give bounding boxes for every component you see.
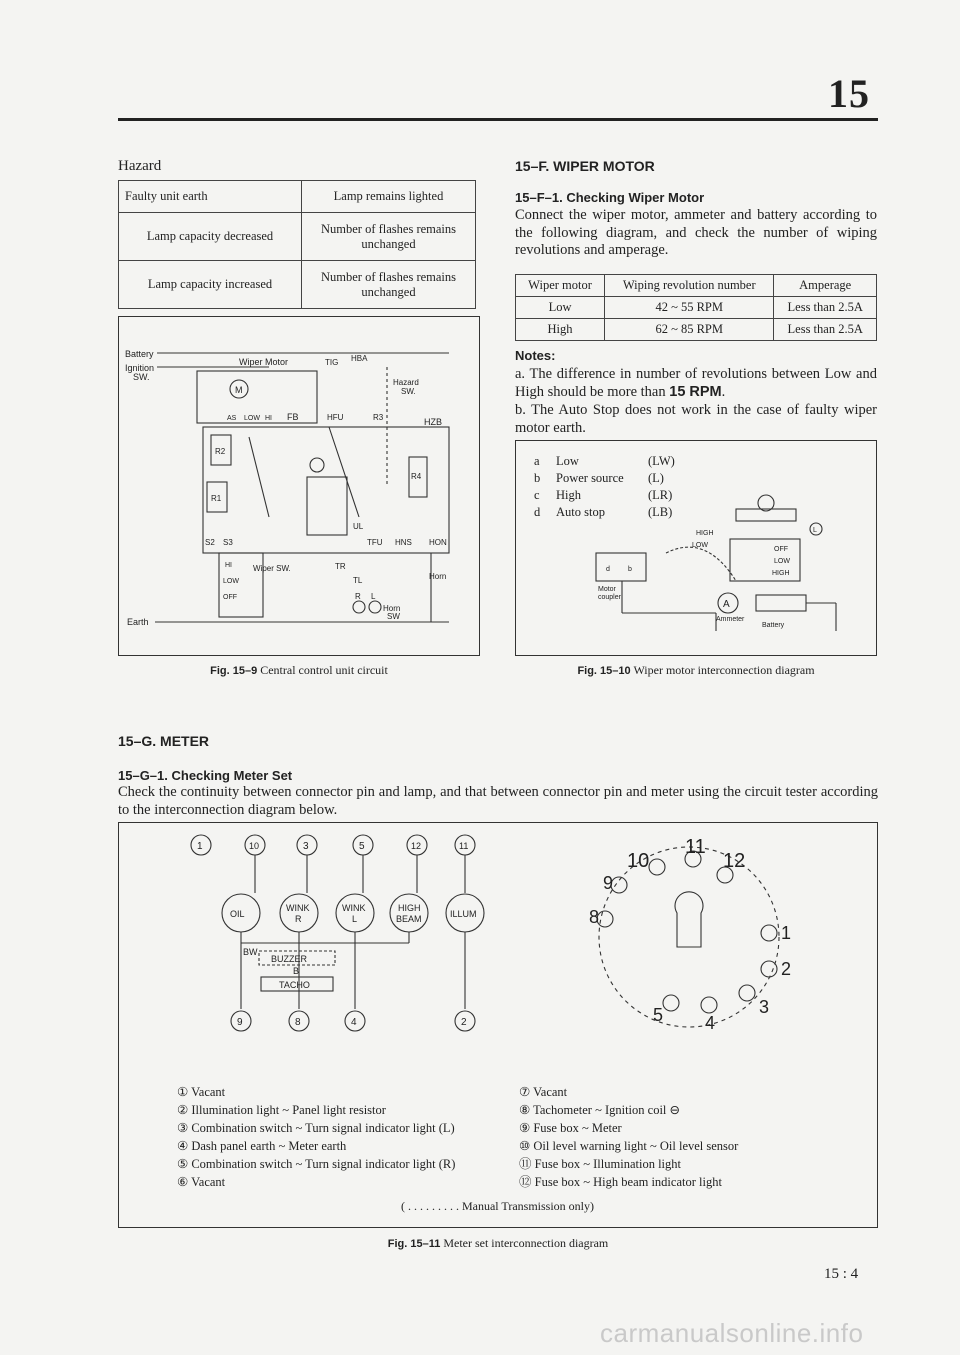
fig11-caption-num: Fig. 15–11	[387, 1238, 441, 1250]
lamp-label: HIGH	[398, 903, 421, 913]
label-horn: Horn	[429, 572, 447, 581]
hazard-symptom: Lamp remains lighted	[302, 181, 476, 213]
legend-code: (L)	[648, 471, 664, 485]
legend-num: ②	[177, 1102, 189, 1117]
chapter-number: 15	[828, 71, 870, 116]
legend-row	[177, 1155, 517, 1173]
label-hba: HBA	[351, 354, 368, 363]
legend-text: Fuse box ~ Meter	[533, 1121, 622, 1135]
lamp-label: L	[352, 914, 358, 924]
fig11-legend-right	[519, 1083, 859, 1191]
legend-text: Combination switch ~ Turn signal indicator light (L)	[191, 1121, 455, 1135]
label-hazard-sw: Hazard	[393, 378, 419, 387]
table-header	[516, 275, 877, 297]
pin-label: 8	[295, 1017, 301, 1028]
legend-name: Auto stop	[556, 505, 605, 519]
pin-label: 12	[411, 841, 422, 851]
legend-row	[177, 1101, 517, 1119]
legend-row	[519, 1173, 859, 1191]
legend-key: c	[534, 488, 540, 502]
legend-name: High	[556, 488, 581, 502]
table-cell: Low	[516, 297, 605, 319]
connector-pin-label: 8	[589, 907, 600, 927]
legend-row	[177, 1173, 517, 1191]
label-b: B	[293, 966, 300, 976]
table-row	[516, 297, 877, 319]
label-s2: S2	[205, 538, 215, 547]
legend-row	[177, 1083, 517, 1101]
connector-outline	[599, 847, 779, 1027]
hazard-table-wrap	[118, 180, 476, 309]
legend-row	[519, 1119, 859, 1137]
table-cell: 62 ~ 85 RPM	[605, 319, 774, 341]
lamp-label: R	[295, 914, 302, 924]
legend-text: Dash panel earth ~ Meter earth	[191, 1139, 347, 1153]
connector-pin-label: 4	[705, 1013, 716, 1033]
table-cell: High	[516, 319, 605, 341]
table-cell: Less than 2.5A	[774, 297, 877, 319]
note-b: b. The Auto Stop does not work in the case of faulty wiper motor earth.	[515, 402, 877, 436]
label-hi2: HI	[225, 562, 232, 569]
label-hns: HNS	[395, 538, 412, 547]
pin-label: 9	[237, 1017, 243, 1028]
label-low2: LOW	[223, 578, 239, 585]
legend-text: Vacant	[191, 1175, 226, 1189]
fig11-footnote: ( . . . . . . . . . Manual Transmission only)	[400, 1199, 594, 1213]
lamp-label: WINK	[342, 903, 366, 913]
label-d: d	[606, 566, 610, 573]
col-header: Wiping revolution number	[605, 275, 774, 297]
legend-num: ⑩	[519, 1138, 531, 1153]
legend-key: d	[534, 505, 541, 519]
legend-text: Tachometer ~ Ignition coil ⊖	[533, 1103, 680, 1117]
col-header: Amperage	[774, 275, 877, 297]
label-low: LOW	[692, 542, 708, 549]
meter-section-title: 15–G. METER	[118, 733, 210, 749]
hazard-table	[118, 180, 476, 309]
hazard-cause: Lamp capacity increased	[119, 261, 302, 309]
connector-pin-label: 11	[685, 836, 706, 858]
watermark: carmanualsonline.info	[600, 1318, 864, 1348]
central-control-circuit-diagram	[119, 317, 478, 654]
label-wiper-motor: Wiper Motor	[239, 357, 289, 367]
legend-num: ⑤	[177, 1156, 189, 1171]
label-b: b	[628, 566, 632, 573]
header-rule	[118, 118, 878, 121]
hazard-symptom: Number of flashes remains unchanged	[302, 213, 476, 261]
legend-code: (LR)	[648, 488, 673, 502]
label-r4: R4	[411, 472, 422, 481]
wiper-table	[515, 274, 877, 341]
lamp-label: ILLUM	[450, 909, 477, 919]
wiper-interconnection-diagram	[516, 441, 875, 654]
legend-code: (LW)	[648, 454, 675, 468]
label-l: L	[813, 527, 817, 534]
label-as: AS	[227, 415, 237, 422]
legend-key: b	[534, 471, 541, 485]
wiper-section-title: 15–F. WIPER MOTOR	[515, 158, 655, 174]
hazard-cause: Faulty unit earth	[119, 181, 302, 213]
table-row	[516, 319, 877, 341]
fig9-caption	[118, 663, 480, 678]
label-tl: TL	[353, 576, 363, 585]
lamp-wink-l	[336, 894, 374, 932]
pin-label: 1	[197, 841, 203, 852]
legend-row	[519, 1155, 859, 1173]
legend-text: Vacant	[533, 1085, 568, 1099]
legend-text: Vacant	[191, 1085, 226, 1099]
label-high2: HIGH	[772, 570, 790, 577]
label-coupler: coupler	[598, 594, 621, 601]
connector-pin-label: 10	[627, 850, 650, 872]
lamp-label: OIL	[230, 909, 245, 919]
legend-num: ⑫	[519, 1174, 532, 1189]
label-motor: Motor	[598, 586, 616, 593]
table-cell: Less than 2.5A	[774, 319, 877, 341]
label-ll: L	[371, 592, 376, 601]
label-tr: TR	[335, 562, 346, 571]
table-row	[119, 213, 476, 261]
connector-pin-label: 9	[603, 873, 614, 893]
legend-num: ⑥	[177, 1174, 189, 1189]
label-ammeter: Ammeter	[716, 616, 745, 623]
legend-num: ⑦	[519, 1084, 531, 1099]
fig11-caption	[118, 1236, 878, 1251]
connector-key	[675, 892, 703, 947]
fig9-caption-text: Central control unit circuit	[260, 663, 388, 677]
fig10-caption	[515, 663, 877, 678]
legend-num: ⑧	[519, 1102, 531, 1117]
legend-num: ①	[177, 1084, 189, 1099]
label-rl: R	[355, 592, 361, 601]
pin-label: 2	[461, 1017, 467, 1028]
lamp-high-beam	[390, 894, 428, 932]
legend-row	[519, 1137, 859, 1155]
legend-num: ⑨	[519, 1120, 531, 1135]
connector-pin-label: 3	[759, 997, 770, 1017]
pin-label: 4	[351, 1017, 357, 1028]
legend-row	[177, 1119, 517, 1137]
connector-pin-label: 2	[781, 959, 792, 979]
label-hazard-sw2: SW.	[401, 387, 416, 396]
connector-pin-label: 12	[723, 850, 746, 872]
table-cell: 42 ~ 55 RPM	[605, 297, 774, 319]
page-number: 15 : 4	[824, 1266, 859, 1282]
notes-title: Notes:	[515, 348, 556, 363]
fig11-frame	[118, 822, 878, 1228]
meter-interconnection-diagram	[119, 823, 876, 1083]
label-m: M	[235, 385, 243, 395]
label-low2: LOW	[774, 558, 790, 565]
table-row	[119, 261, 476, 309]
hazard-title: Hazard	[118, 158, 162, 174]
label-high: HIGH	[696, 530, 714, 537]
label-sw: SW.	[133, 372, 150, 382]
legend-text: Oil level warning light ~ Oil level sensor	[533, 1139, 739, 1153]
label-hon: HON	[429, 538, 447, 547]
wiper-table-wrap	[515, 274, 877, 341]
label-wiper-sw: Wiper SW.	[253, 564, 291, 573]
table-row	[119, 181, 476, 213]
label-ignition: Ignition	[125, 363, 155, 373]
label-battery: Battery	[762, 622, 785, 629]
legend-text: Fuse box ~ High beam indicator light	[534, 1175, 722, 1189]
label-hzb: HZB	[424, 417, 442, 427]
legend-row	[519, 1101, 859, 1119]
label-tacho: TACHO	[279, 980, 310, 990]
legend-row	[519, 1083, 859, 1101]
connector-pin-label: 5	[653, 1005, 664, 1025]
fig10-frame	[515, 440, 877, 656]
pin-label: 3	[303, 841, 309, 852]
label-off: OFF	[223, 594, 237, 601]
legend-row	[177, 1137, 517, 1155]
col-header: Wiper motor	[516, 275, 605, 297]
legend-key: a	[534, 454, 540, 468]
pin-label: 11	[459, 841, 469, 851]
note-a	[515, 366, 877, 401]
label-battery: Battery	[125, 349, 154, 359]
wiper-subsection-title: 15–F–1. Checking Wiper Motor	[515, 190, 705, 205]
pin-label: 10	[249, 841, 260, 851]
legend-num: ③	[177, 1120, 189, 1135]
hazard-cause: Lamp capacity decreased	[119, 213, 302, 261]
note-a-end: .	[721, 383, 726, 400]
label-bw: BW	[243, 947, 258, 957]
label-ul: UL	[353, 522, 364, 531]
label-fb: FB	[287, 412, 299, 422]
legend-code: (LB)	[648, 505, 673, 519]
label-tig: TIG	[325, 358, 339, 367]
lamp-label: WINK	[286, 903, 310, 913]
note-a-rpm: 15 RPM	[669, 383, 722, 400]
legend-text: Combination switch ~ Turn signal indicator light (R)	[191, 1157, 456, 1171]
legend-text: Fuse box ~ Illumination light	[534, 1157, 681, 1171]
label-low: LOW	[244, 415, 260, 422]
label-r2: R2	[215, 447, 226, 456]
label-buzzer: BUZZER	[271, 954, 307, 964]
label-horn-sw: Horn	[383, 604, 401, 613]
meter-subsection-title: 15–G–1. Checking Meter Set	[118, 768, 293, 783]
fig9-caption-num: Fig. 15–9	[210, 665, 258, 677]
fig11-caption-text: Meter set interconnection diagram	[443, 1236, 609, 1250]
connector-pin-label: 1	[781, 923, 792, 943]
legend-text: Illumination light ~ Panel light resistor	[191, 1103, 386, 1117]
legend-name: Low	[556, 454, 579, 468]
label-horn-sw2: SW	[387, 612, 400, 621]
wiper-body: Connect the wiper motor, ammeter and battery according to the following diagram, and check the number of wiping revolutions and amperage.	[515, 207, 877, 258]
fig11-legend-left	[177, 1083, 517, 1191]
label-hi: HI	[265, 415, 272, 422]
pin-label: 5	[359, 841, 365, 852]
lamp-label: BEAM	[396, 914, 422, 924]
hazard-symptom: Number of flashes remains unchanged	[302, 261, 476, 309]
label-tfu: TFU	[367, 538, 383, 547]
legend-num: ⑪	[519, 1156, 532, 1171]
label-off: OFF	[774, 546, 788, 553]
meter-body: Check the continuity between connector pin and lamp, and that between connector pin and meter using the circuit tester according to the interconnection diagram below.	[118, 784, 878, 818]
legend-num: ④	[177, 1138, 189, 1153]
fig10-caption-num: Fig. 15–10	[577, 665, 631, 677]
label-earth: Earth	[127, 617, 149, 627]
label-r3: R3	[373, 413, 384, 422]
note-a-text: a. The difference in number of revolutions between Low and High should be more than	[515, 366, 877, 400]
legend-name: Power source	[556, 471, 624, 485]
label-s3: S3	[223, 538, 233, 547]
fig10-caption-text: Wiper motor interconnection diagram	[633, 663, 815, 677]
lamp-wink-r	[280, 894, 318, 932]
fig9-frame	[118, 316, 480, 656]
label-r1: R1	[211, 494, 222, 503]
label-hfu: HFU	[327, 413, 344, 422]
label-a-ammeter: A	[723, 599, 730, 610]
